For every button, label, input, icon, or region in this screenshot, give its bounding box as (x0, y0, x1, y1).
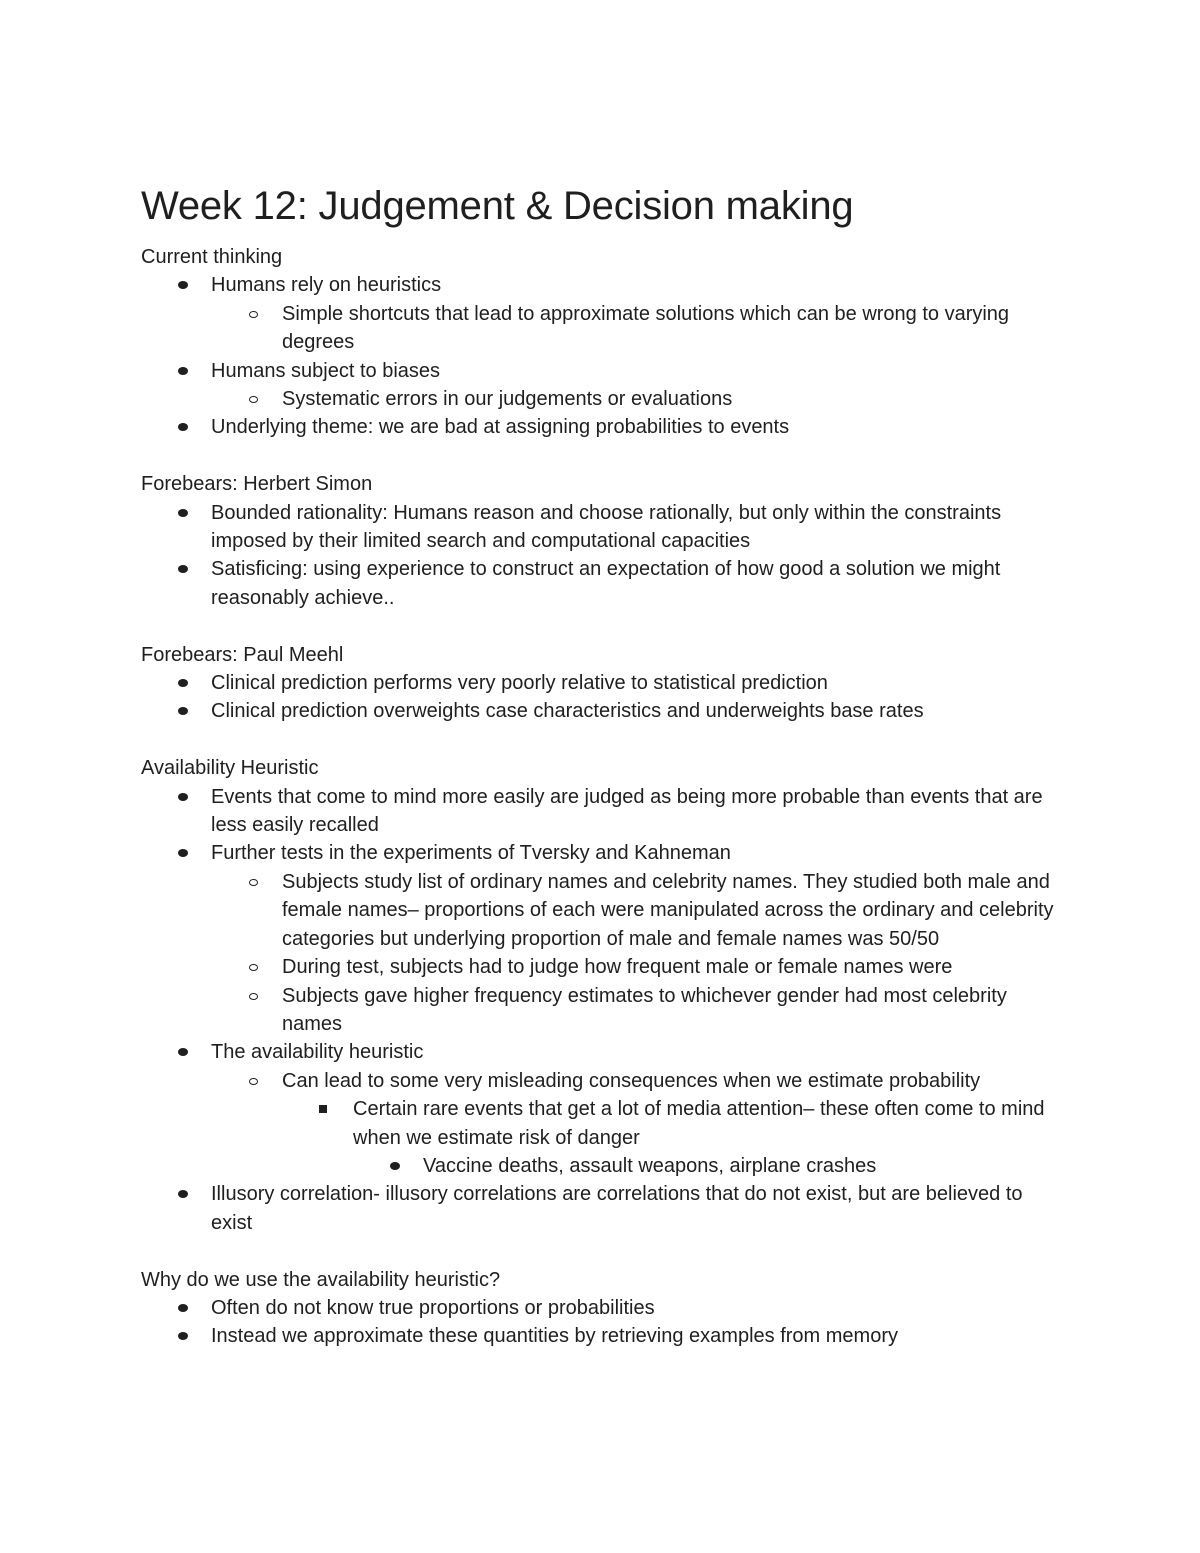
section-heading: Forebears: Paul Meehl (141, 643, 344, 666)
section-why-availability (141, 1266, 1061, 1351)
document-body (141, 243, 1061, 1351)
list-item: Can lead to some very misleading consequences when we estimate probability Certain rare events that get a lot of media attention– these often come to mind when we estimate risk of danger Vaccine deaths, assault weapons, airplane crashes (282, 1067, 1061, 1181)
bullet-circle-icon (249, 396, 258, 403)
list-item: Systematic errors in our judgements or evaluations (282, 385, 1061, 413)
list-item: Illusory correlation- illusory correlations are correlations that do not exist, but are believed to exist (211, 1180, 1061, 1237)
list-item: Subjects gave higher frequency estimates to whichever gender had most celebrity names (282, 982, 1061, 1039)
bullet-list (141, 783, 1061, 1238)
bullet-circle-icon (249, 1078, 258, 1085)
bullet-disc-icon (178, 423, 188, 431)
list-item: Clinical prediction performs very poorly relative to statistical prediction (211, 669, 1061, 697)
list-item: During test, subjects had to judge how frequent male or female names were (282, 953, 1061, 981)
list-item: Subjects study list of ordinary names and celebrity names. They studied both male and female names– proportions of each were manipulated across the ordinary and celebrity categories but underlying proportion of male and female names was 50/50 (282, 868, 1061, 953)
list-item: Certain rare events that get a lot of media attention– these often come to mind when we estimate risk of danger Vaccine deaths, assault weapons, airplane crashes (353, 1095, 1061, 1180)
bullet-list (141, 271, 1061, 441)
bullet-disc-icon (178, 1332, 188, 1340)
bullet-disc-icon (178, 1190, 188, 1198)
bullet-disc-icon (390, 1162, 400, 1170)
section-heading: Availability Heuristic (141, 757, 319, 780)
sub-sub-bullet-list (282, 1095, 1061, 1180)
list-item: Simple shortcuts that lead to approximate solutions which can be wrong to varying degrees (282, 300, 1061, 357)
sub-bullet-list (211, 868, 1061, 1038)
bullet-disc-icon (178, 707, 188, 715)
list-item: Clinical prediction overweights case characteristics and underweights base rates (211, 697, 1061, 725)
section-availability-heuristic (141, 754, 1061, 1237)
bullet-circle-icon (249, 993, 258, 1000)
list-item: Events that come to mind more easily are judged as being more probable than events that are less easily recalled (211, 783, 1061, 840)
list-item: Further tests in the experiments of Tversky and Kahneman Subjects study list of ordinary names and celebrity names. They studied both male and female names– proportions of each were manipulated across the ordinary and celebrity categories but underlying proportion of male and female names was 50/50 During test, subjects had to judge how frequent male or female names were Subjects gave higher frequency estimates to whichever gender had most celebrity names (211, 839, 1061, 1038)
section-herbert-simon (141, 470, 1061, 612)
bullet-disc-icon (178, 565, 188, 573)
bullet-square-icon (319, 1105, 327, 1113)
section-heading: Current thinking (141, 246, 283, 268)
bullet-disc-icon (178, 1048, 188, 1056)
bullet-list (141, 669, 1061, 726)
list-item: Humans rely on heuristics Simple shortcuts that lead to approximate solutions which can be wrong to varying degrees (211, 271, 1061, 356)
section-current-thinking (141, 243, 1061, 442)
bullet-disc-icon (178, 1304, 188, 1312)
sub-bullet-list (211, 385, 1061, 413)
list-item: Humans subject to biases Systematic errors in our judgements or evaluations (211, 357, 1061, 414)
bullet-circle-icon (249, 311, 258, 318)
list-item: Vaccine deaths, assault weapons, airplane crashes (423, 1152, 1061, 1180)
bullet-disc-icon (178, 509, 188, 517)
bullet-list (141, 1294, 1061, 1351)
bullet-list (141, 499, 1061, 613)
list-item: Satisficing: using experience to construct an expectation of how good a solution we might reasonably achieve.. (211, 555, 1061, 612)
sub-bullet-list (211, 1067, 1061, 1181)
bullet-disc-icon (178, 367, 188, 375)
bullet-disc-icon (178, 793, 188, 801)
list-item: The availability heuristic Can lead to some very misleading consequences when we estimate probability Certain rare events that get a lot of media attention– these often come to mind when we estimate risk of danger Vaccine deaths, assault weapons, airplane crashes (211, 1038, 1061, 1180)
bullet-circle-icon (249, 964, 258, 971)
bullet-disc-icon (178, 281, 188, 289)
section-paul-meehl (141, 641, 1061, 726)
sub-sub-sub-bullet-list (353, 1152, 1061, 1180)
list-item: Underlying theme: we are bad at assigning probabilities to events (211, 413, 1061, 441)
section-heading: Forebears: Herbert Simon (141, 473, 373, 496)
document-title: Week 12: Judgement & Decision making (141, 184, 854, 228)
sub-bullet-list (211, 300, 1061, 357)
list-item: Bounded rationality: Humans reason and choose rationally, but only within the constraints imposed by their limited search and computational capacities (211, 499, 1061, 556)
bullet-disc-icon (178, 679, 188, 687)
section-heading: Why do we use the availability heuristic? (141, 1268, 501, 1291)
bullet-circle-icon (249, 879, 258, 886)
bullet-disc-icon (178, 849, 188, 857)
list-item: Often do not know true proportions or probabilities (211, 1294, 1061, 1322)
list-item: Instead we approximate these quantities by retrieving examples from memory (211, 1322, 1061, 1350)
